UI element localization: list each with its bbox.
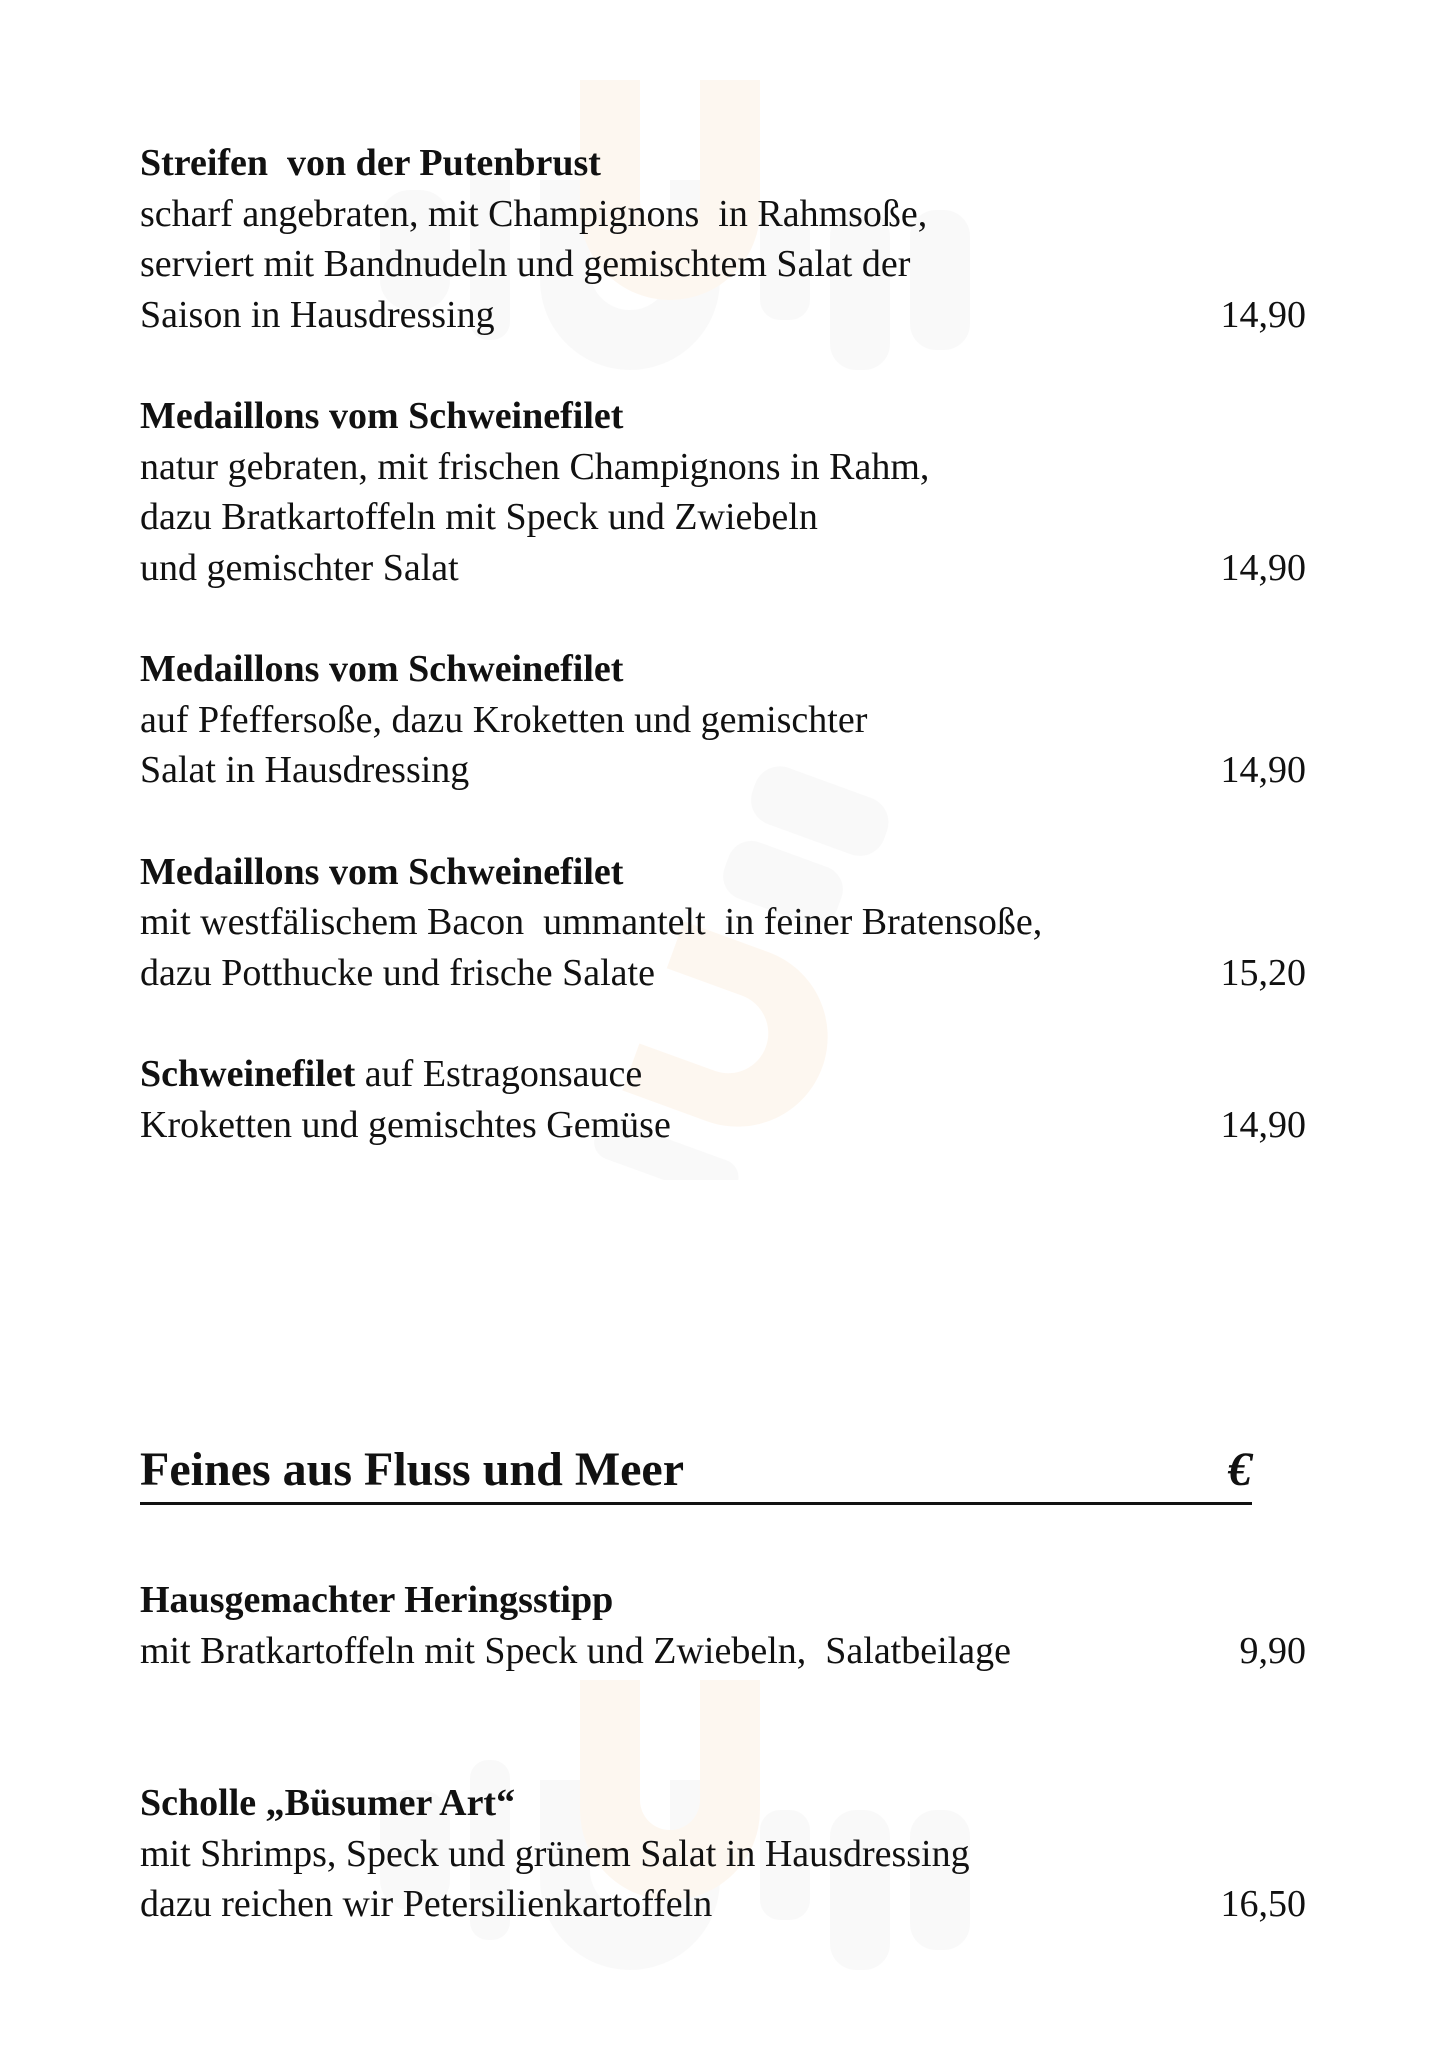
dish-description: mit Shrimps, Speck und grünem Salat in Hausdressing <box>140 1832 970 1875</box>
dish-name: Medaillons vom Schweinefilet <box>140 850 624 893</box>
dish-description: und gemischter Salat <box>140 546 459 589</box>
dish-name-suffix: auf Estragonsauce <box>355 1053 643 1095</box>
menu-page <box>140 138 1306 1930</box>
dish-description: auf Pfeffersoße, dazu Kroketten und gemischter <box>140 698 868 741</box>
dish-name: Medaillons vom Schweinefilet <box>140 395 624 437</box>
dish-price: 16,50 <box>1220 1883 1306 1925</box>
section-title: Feines aus Fluss und Meer <box>140 1443 685 1496</box>
dish-name: Hausgemachter Heringsstipp <box>140 1579 614 1621</box>
dish-price: 15,20 <box>1220 951 1306 994</box>
dish-description: Saison in Hausdressing <box>140 293 495 336</box>
menu-item <box>140 847 1306 999</box>
dish-description: mit westfälischem Bacon ummantelt in feiner Bratensoße, <box>140 901 1043 943</box>
dish-description: dazu Potthucke und frische Salate <box>140 951 655 994</box>
menu-item <box>140 1575 1306 1676</box>
dish-description: Kroketten und gemischtes Gemüse <box>140 1103 671 1146</box>
currency-symbol: € <box>1228 1443 1252 1496</box>
dish-description: mit Bratkartoffeln mit Speck und Zwiebeln, Salatbeilage <box>140 1629 1011 1672</box>
dish-description: scharf angebraten, mit Champignons in Rahmsoße, <box>140 192 928 235</box>
menu-item <box>140 1778 1306 1930</box>
dish-price: 14,90 <box>1220 293 1306 336</box>
dish-name-line <box>140 1049 1306 1100</box>
dish-name: Streifen von der Putenbrust <box>140 142 601 184</box>
dish-description: dazu Bratkartoffeln mit Speck und Zwiebeln <box>140 496 818 538</box>
dish-description: Salat in Hausdressing <box>140 749 470 791</box>
dish-name: Scholle „Büsumer Art“ <box>140 1782 516 1824</box>
dish-price: 14,90 <box>1220 749 1306 791</box>
menu-item <box>140 391 1306 593</box>
dish-description: serviert mit Bandnudeln und gemischtem Salat der <box>140 243 911 285</box>
dish-name: Schweinefilet <box>140 1053 356 1095</box>
dish-price: 9,90 <box>1239 1629 1306 1672</box>
dish-price: 14,90 <box>1220 1103 1306 1146</box>
dish-name: Medaillons vom Schweinefilet <box>140 648 624 690</box>
menu-item <box>140 644 1306 796</box>
dish-description: dazu reichen wir Petersilienkartoffeln <box>140 1883 713 1925</box>
dish-price: 14,90 <box>1220 546 1306 589</box>
menu-item <box>140 138 1306 340</box>
menu-item <box>140 1049 1306 1150</box>
section-header <box>140 1440 1252 1505</box>
dish-description: natur gebraten, mit frischen Champignons in Rahm, <box>140 445 930 488</box>
